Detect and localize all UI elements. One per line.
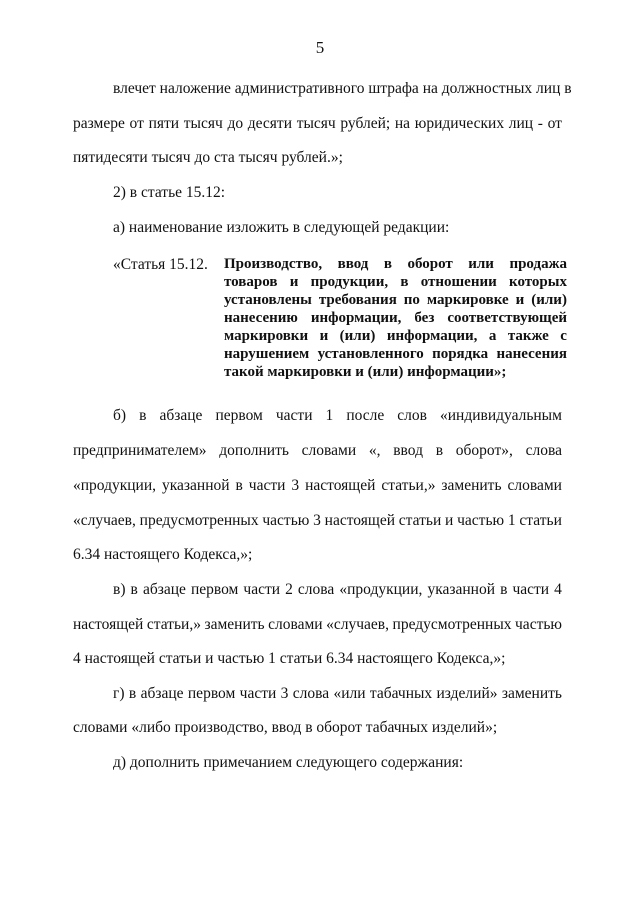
word: продукции,: [310, 274, 389, 290]
article-title-line-6: [224, 345, 567, 363]
word: в): [113, 581, 126, 598]
word: «продукции,: [339, 581, 423, 598]
word: предусмотренных: [392, 616, 512, 633]
word: от: [547, 115, 562, 132]
word: в: [383, 256, 392, 272]
word: (или): [339, 328, 376, 344]
word: первом: [190, 581, 239, 598]
word: оборот»,: [455, 442, 513, 459]
word: в: [130, 581, 138, 598]
item-d-text: д) дополнить примечанием следующего содержания:: [113, 754, 464, 771]
word: 1: [507, 512, 516, 529]
item-b-line-1: [113, 406, 562, 426]
word: требования: [318, 292, 397, 308]
para1-line-2: [73, 114, 562, 134]
item-g-line-1: [113, 684, 562, 704]
article-title-line-2: [224, 273, 567, 291]
word: маркировки: [224, 328, 309, 344]
article-title-line-1: [224, 255, 567, 273]
word: до: [227, 115, 244, 132]
word: установлены: [224, 292, 312, 308]
word: части: [512, 581, 550, 598]
word: абзаце: [140, 685, 184, 702]
word: также: [507, 328, 549, 344]
item-b-line-3: [73, 476, 562, 496]
word: дополнить: [219, 442, 289, 459]
word: товаров: [224, 274, 278, 290]
word: табачных: [369, 685, 433, 702]
word: ввод: [337, 256, 369, 272]
word: слов: [397, 407, 427, 424]
word: словами: [268, 616, 323, 633]
word: 2: [285, 581, 293, 598]
item-b-line-2: [73, 441, 562, 461]
page-number: 5: [315, 38, 325, 57]
article-title-line-7: такой маркировки и (или) информации»;: [224, 364, 507, 380]
word: в: [128, 685, 137, 702]
word: «,: [368, 442, 381, 459]
word: «или: [333, 685, 366, 702]
word: частью: [457, 512, 505, 529]
word: статьи,»: [381, 477, 436, 494]
article-title-line-3: [224, 291, 567, 309]
item-v-line-3: 4 настоящей статьи и частью 1 статьи 6.34 настоящего Кодекса,»;: [73, 650, 506, 667]
word: от: [129, 115, 144, 132]
word: указанной: [161, 477, 230, 494]
word: абзаце: [159, 407, 203, 424]
word: на: [394, 115, 411, 132]
word: и: [319, 328, 329, 344]
item-a-text: а) наименование изложить в следующей редакции:: [113, 219, 450, 236]
word: которых: [509, 274, 567, 290]
word: с: [560, 328, 567, 344]
word: после: [346, 407, 385, 424]
word: пяти: [148, 115, 180, 132]
word: а: [488, 328, 497, 344]
word: в: [500, 581, 508, 598]
word: слова: [292, 685, 330, 702]
word: маркировке: [426, 292, 509, 308]
item-b-line-5: 6.34 настоящего Кодекса,»;: [73, 546, 253, 563]
word: и: [289, 274, 299, 290]
article-title-line-4: [224, 309, 567, 327]
word: порядка: [432, 346, 489, 362]
word: тысяч: [183, 115, 223, 132]
word: десяти: [247, 115, 292, 132]
para1-line-3: пятидесяти тысяч до ста тысяч рублей.»;: [73, 149, 343, 166]
word: по: [403, 292, 420, 308]
word: 3: [291, 477, 300, 494]
word: слова: [297, 581, 335, 598]
word: Производство,: [224, 256, 323, 272]
word: части: [243, 581, 281, 598]
word: словами: [507, 477, 562, 494]
word: настоящей: [324, 512, 395, 529]
word: заменить: [441, 477, 502, 494]
word: заменить: [204, 616, 265, 633]
article-title-line-5: [224, 327, 567, 345]
word: и: [445, 512, 454, 529]
word: или: [468, 256, 494, 272]
item-v-line-2: [73, 615, 562, 635]
word: слова: [525, 442, 562, 459]
word: 3: [313, 512, 321, 529]
word: «случаев,: [73, 512, 136, 529]
word: нарушением: [224, 346, 310, 362]
word: 4: [554, 581, 562, 598]
word: и: [515, 292, 525, 308]
item-b-line-4: [73, 511, 562, 531]
word: части: [275, 407, 313, 424]
word: размере: [73, 115, 125, 132]
word: предпринимателем»: [73, 442, 207, 459]
word: заменить: [501, 685, 562, 702]
word: (или): [531, 292, 567, 308]
article-title: [224, 255, 567, 381]
word: отношении: [420, 274, 497, 290]
word: 3: [280, 685, 289, 702]
word: нанесению: [224, 310, 298, 326]
word: продажа: [509, 256, 567, 272]
word: предусмотренных: [139, 512, 259, 529]
word: настоящей: [73, 616, 144, 633]
word: «случаев,: [326, 616, 390, 633]
word: в: [139, 407, 147, 424]
word: оборот: [407, 256, 453, 272]
word: изделий»: [436, 685, 498, 702]
word: части: [239, 685, 277, 702]
para1-line-1: влечет наложение административного штрафа на должностных лиц в: [113, 80, 572, 97]
word: установленного: [317, 346, 424, 362]
word: в: [435, 442, 444, 459]
word: части: [248, 477, 286, 494]
word: «продукции,: [73, 477, 157, 494]
word: тысяч: [296, 115, 336, 132]
word: статьи: [398, 512, 442, 529]
word: первом: [187, 685, 236, 702]
word: в: [235, 477, 243, 494]
word: г): [113, 685, 125, 702]
word: информации,: [310, 310, 402, 326]
word: -: [537, 115, 543, 132]
word: указанной: [427, 581, 496, 598]
word: 1: [325, 407, 334, 424]
item-v-line-1: [113, 580, 562, 600]
word: «индивидуальным: [440, 407, 562, 424]
word: нанесения: [496, 346, 567, 362]
article-label: «Статья 15.12.: [113, 256, 208, 273]
word: соответствующей: [447, 310, 567, 326]
word: рублей;: [340, 115, 391, 132]
word: абзаце: [142, 581, 186, 598]
word: в: [400, 274, 409, 290]
item-2-text: 2) в статье 15.12:: [113, 184, 226, 201]
word: б): [113, 407, 127, 424]
word: статьи: [519, 512, 562, 529]
word: словами: [301, 442, 357, 459]
word: частью: [262, 512, 310, 529]
item-g-line-2: словами «либо производство, ввод в оборот табачных изделий»;: [73, 719, 498, 736]
word: частью: [515, 616, 562, 633]
word: без: [414, 310, 435, 326]
word: ввод: [393, 442, 423, 459]
word: статьи,»: [146, 616, 201, 633]
word: юридических: [414, 115, 505, 132]
word: настоящей: [305, 477, 376, 494]
word: лиц: [508, 115, 534, 132]
word: первом: [215, 407, 263, 424]
word: информации,: [386, 328, 478, 344]
